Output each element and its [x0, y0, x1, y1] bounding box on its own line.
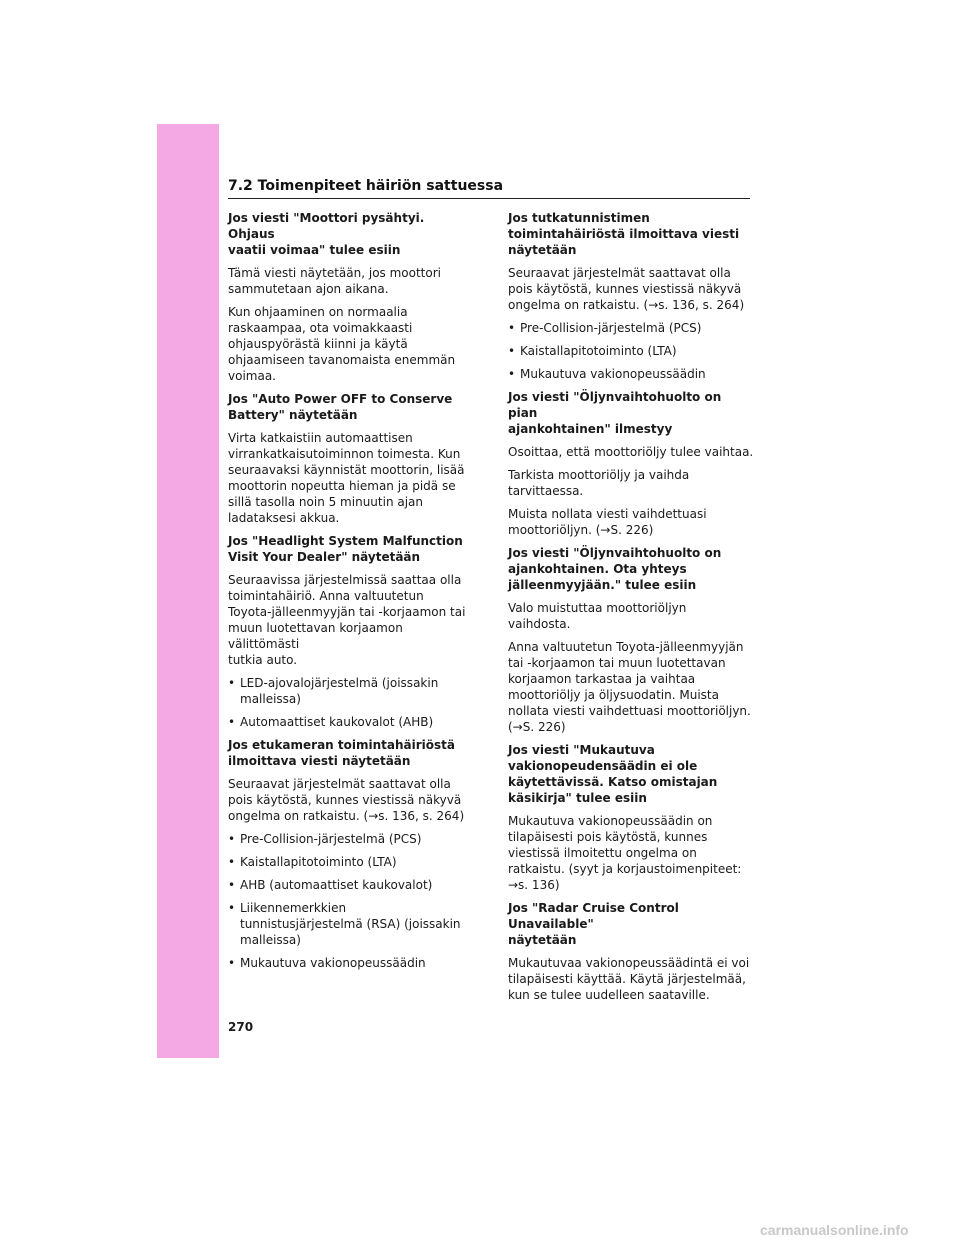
right-column	[508, 210, 754, 1010]
list-item: • Automaattiset kaukovalot (AHB)	[228, 714, 474, 730]
paragraph: Tarkista moottoriöljy ja vaihda tarvittaessa.	[508, 468, 690, 498]
list-item: • Kaistallapitotoiminto (LTA)	[508, 343, 754, 359]
chapter-side-tab	[157, 124, 219, 1058]
watermark: carmanualsonline.info	[760, 1222, 909, 1238]
heading-engine-stopped: Jos viesti "Moottori pysähtyi. Ohjaus vaatii voimaa" tulee esiin	[228, 211, 425, 257]
paragraph: Muista nollata viesti vaihdettuasi moottoriöljyn. (→S. 226)	[508, 507, 707, 537]
list-item: • Mukautuva vakionopeussäädin	[508, 366, 754, 382]
paragraph: Seuraavissa järjestelmissä saattaa olla toimintahäiriö. Anna valtuutetun Toyota-jälleenmyyjän tai -korjaamon tai muun luotettavan korjaamon välittömästi tutkia auto.	[228, 573, 466, 667]
paragraph: Mukautuvaa vakionopeussäädintä ei voi tilapäisesti käyttää. Käytä järjestelmää, kun se tulee uudelleen saataville.	[508, 956, 750, 1002]
paragraph: Valo muistuttaa moottoriöljyn vaihdosta.	[508, 601, 687, 631]
paragraph: Anna valtuutetun Toyota-jälleenmyyjän tai -korjaamon tai muun luotettavan korjaamon tarkastaa ja vaihtaa moottoriöljy ja öljysuodatin. Muista nollata viesti vaihdettuasi moottoriöljyn. (→S. 226)	[508, 640, 751, 734]
heading-front-camera: Jos etukameran toimintahäiriöstä ilmoittava viesti näytetään	[228, 738, 455, 768]
heading-headlight-malfunction: Jos "Headlight System Malfunction Visit Your Dealer" näytetään	[228, 534, 463, 564]
section-title: 7.2 Toimenpiteet häiriön sattuessa	[228, 178, 504, 194]
paragraph: Seuraavat järjestelmät saattavat olla pois käytöstä, kunnes viestissä näkyvä ongelma on ratkaistu. (→s. 136, s. 264)	[228, 777, 465, 823]
list-item: • Liikennemerkkien tunnistusjärjestelmä (RSA) (joissakin malleissa)	[228, 900, 474, 948]
paragraph: Seuraavat järjestelmät saattavat olla pois käytöstä, kunnes viestissä näkyvä ongelma on ratkaistu. (→s. 136, s. 264)	[508, 266, 745, 312]
paragraph: Osoittaa, että moottoriöljy tulee vaihtaa.	[508, 445, 754, 459]
heading-oil-maintenance-soon: Jos viesti "Öljynvaihtohuolto on pian ajankohtainen" ilmestyy	[508, 390, 722, 436]
bullet-list	[228, 675, 474, 730]
page-number: 270	[228, 1020, 254, 1034]
section-header	[228, 178, 750, 199]
heading-auto-power-off: Jos "Auto Power OFF to Conserve Battery" näytetään	[228, 392, 453, 422]
list-item: • AHB (automaattiset kaukovalot)	[228, 877, 474, 893]
paragraph: Virta katkaistiin automaattisen virrankatkaisutoiminnon toimesta. Kun seuraavaksi käynnistät moottorin, lisää moottorin nopeutta hieman ja pidä se sillä tasolla noin 5 minuutin ajan ladataksesi akkua.	[228, 431, 465, 525]
left-column	[228, 210, 474, 978]
paragraph: Mukautuva vakionopeussäädin on tilapäisesti pois käytöstä, kunnes viestissä ilmoitettu ongelma on ratkaistu. (syyt ja korjaustoimenpiteet: →s. 136)	[508, 814, 742, 892]
heading-cruise-control-unavailable: Jos viesti "Mukautuva vakionopeudensäädin ei ole käytettävissä. Katso omistajan käsikirja" tulee esiin	[508, 743, 718, 805]
heading-oil-maintenance-due: Jos viesti "Öljynvaihtohuolto on ajankohtainen. Ota yhteys jälleenmyyjään." tulee esiin	[508, 546, 722, 592]
bullet-list	[228, 831, 474, 971]
bullet-list	[508, 320, 754, 382]
list-item: • Pre-Collision-järjestelmä (PCS)	[228, 831, 474, 847]
list-item: • Mukautuva vakionopeussäädin	[228, 955, 474, 971]
list-item: • Kaistallapitotoiminto (LTA)	[228, 854, 474, 870]
paragraph: Tämä viesti näytetään, jos moottori sammutetaan ajon aikana.	[228, 266, 441, 296]
list-item: • Pre-Collision-järjestelmä (PCS)	[508, 320, 754, 336]
paragraph: Kun ohjaaminen on normaalia raskaampaa, ota voimakkaasti ohjauspyörästä kiinni ja käytä ohjaamiseen tavanomaista enemmän voimaa.	[228, 305, 456, 383]
heading-radar-cruise-unavailable: Jos "Radar Cruise Control Unavailable" näytetään	[508, 901, 679, 947]
list-item: • LED-ajovalojärjestelmä (joissakin malleissa)	[228, 675, 474, 707]
heading-radar-sensor: Jos tutkatunnistimen toimintahäiriöstä ilmoittava viesti näytetään	[508, 211, 740, 257]
